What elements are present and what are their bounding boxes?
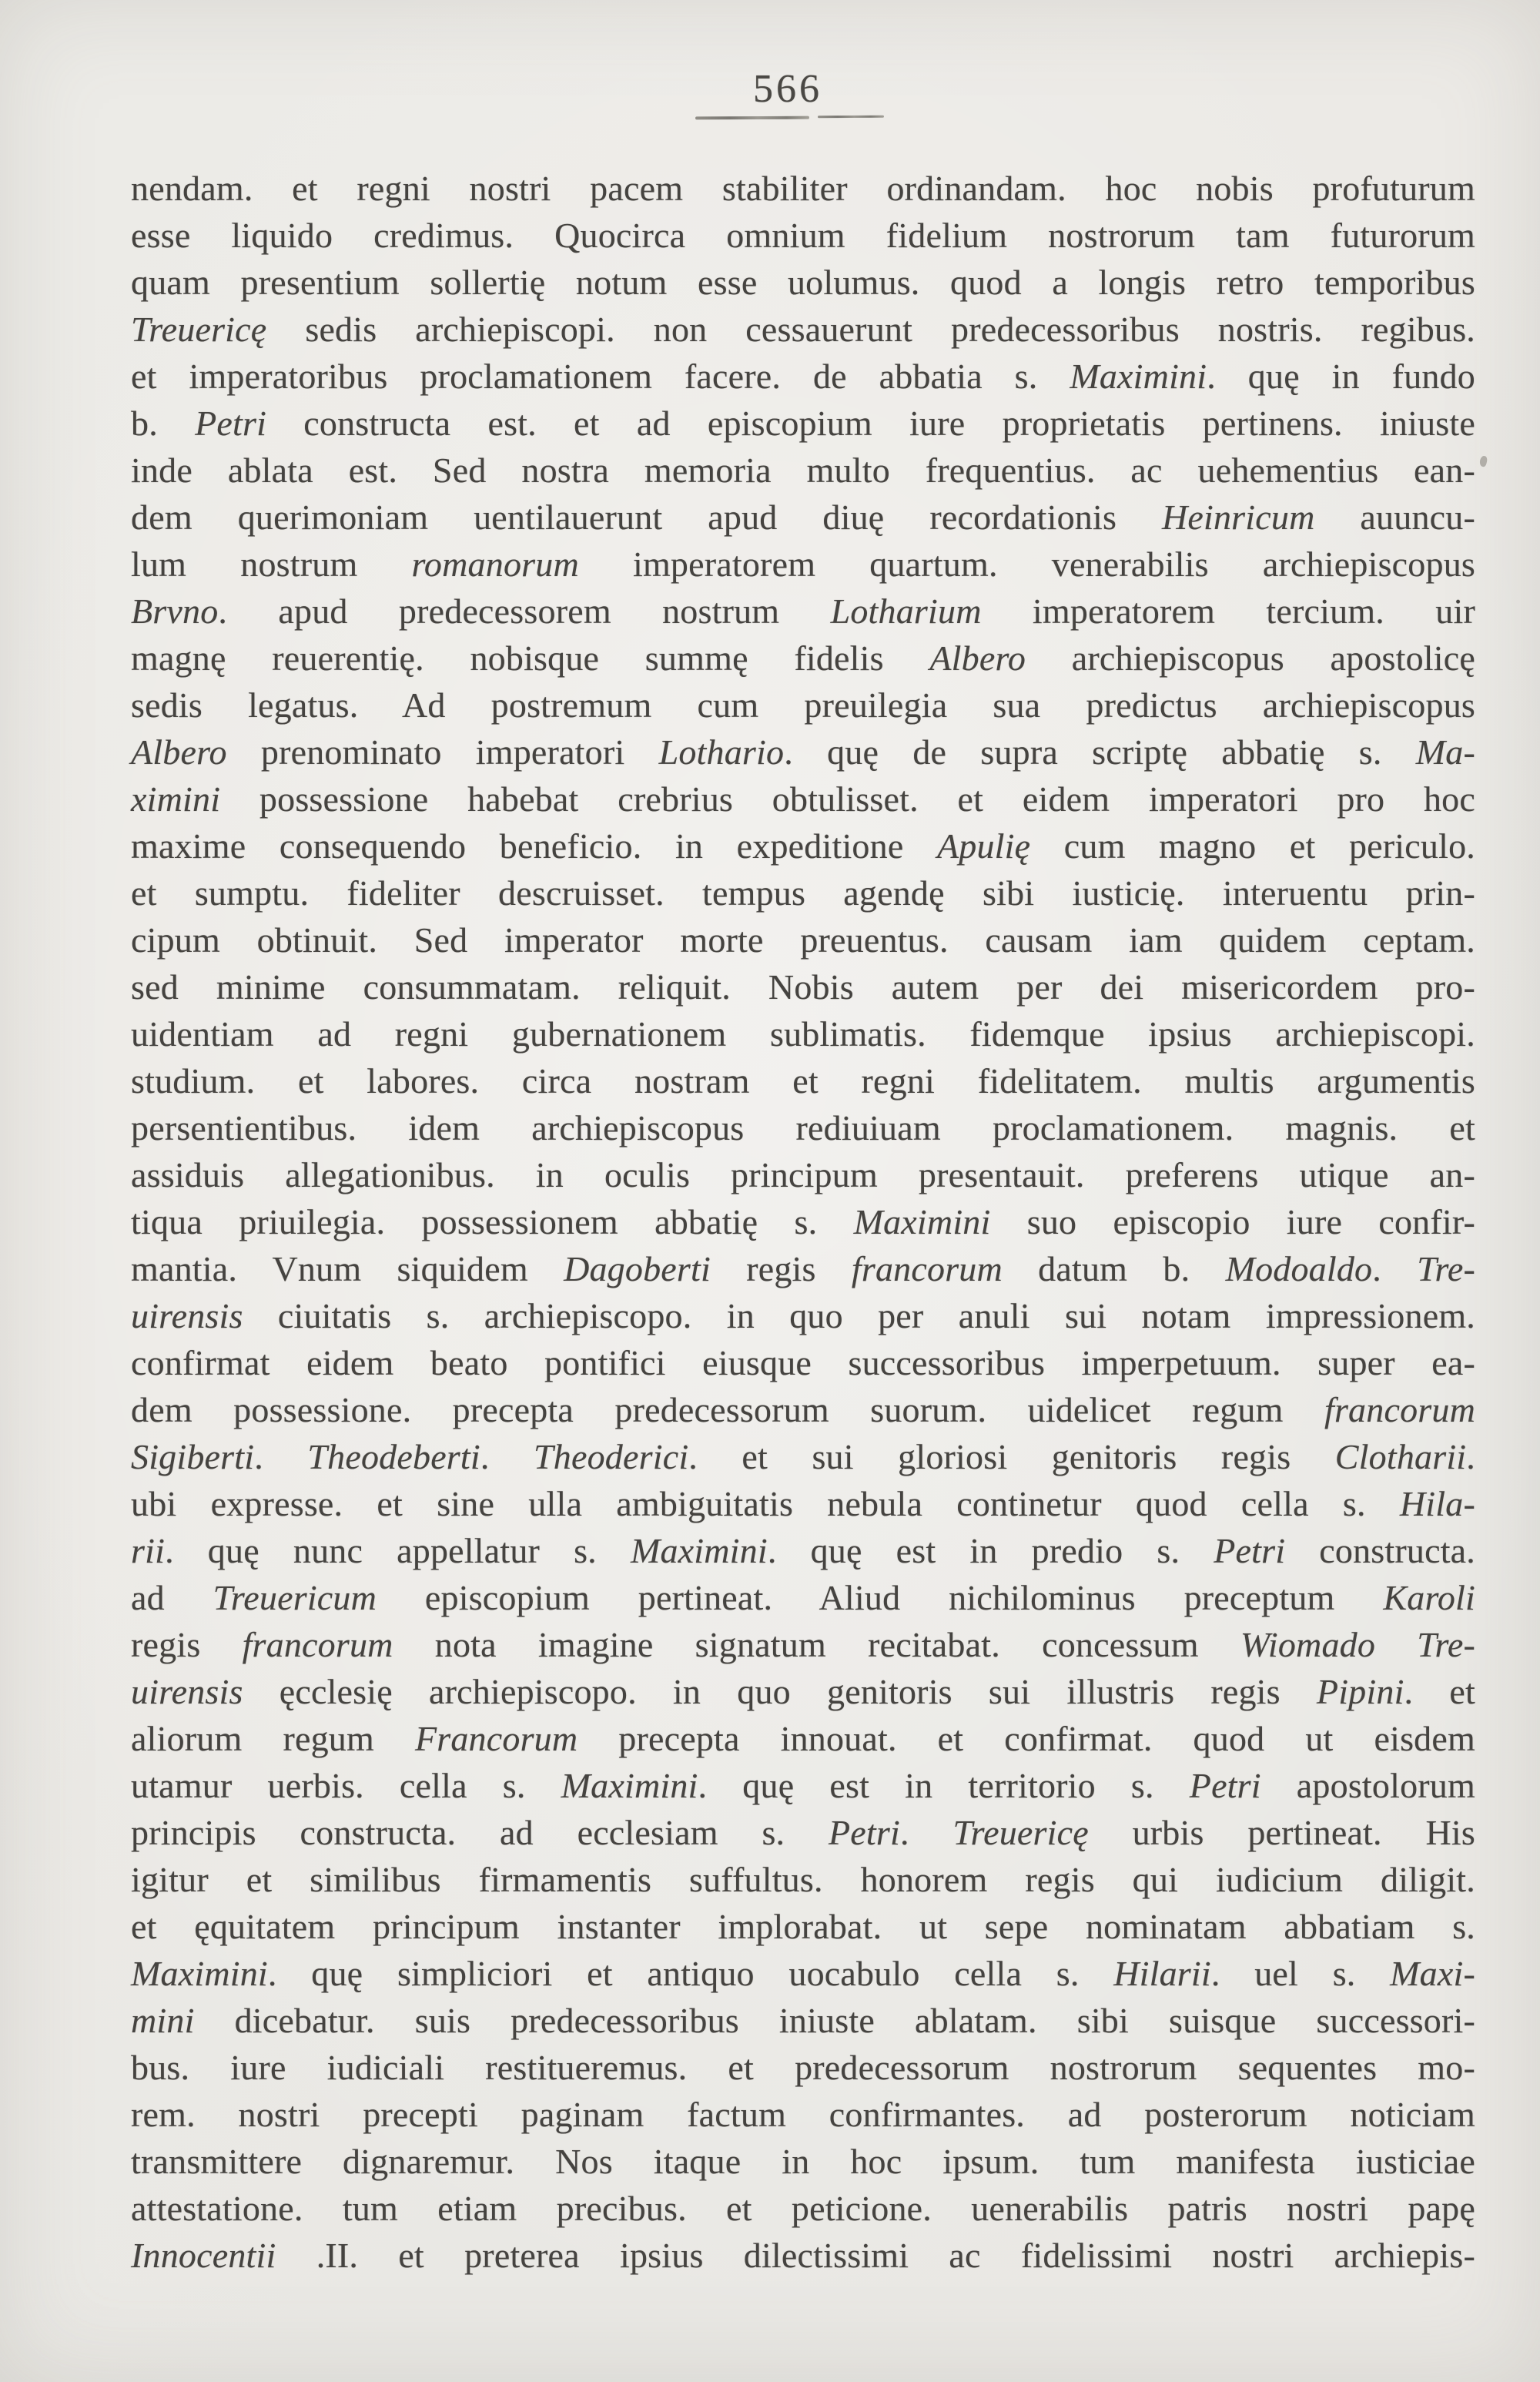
text-line <box>131 1809 1475 1856</box>
text-segment: utamur uerbis. cella s. <box>131 1766 561 1805</box>
text-line <box>131 822 1475 869</box>
text-segment: prenominato imperatori <box>226 732 659 772</box>
text-segment: igitur et similibus firmamentis suffultus. honorem regis qui iudicium diligit. <box>131 1860 1475 1899</box>
text-segment: cum magno et periculo. <box>1030 826 1475 866</box>
text-segment: regis <box>710 1249 852 1288</box>
text-line <box>131 400 1475 447</box>
italic-text-segment: Maximini <box>853 1202 991 1241</box>
italic-text-segment: Pipini <box>1316 1672 1404 1711</box>
text-line <box>131 963 1475 1010</box>
italic-text-segment: Apulię <box>936 826 1031 866</box>
text-segment: dicebatur. suis predecessoribus iniuste ablatam. sibi suisque successori- <box>194 2001 1475 2040</box>
text-line <box>131 2138 1475 2185</box>
text-line <box>131 212 1475 259</box>
italic-text-segment: Theodeberti <box>307 1437 480 1476</box>
italic-text-segment: Lotharium <box>830 591 982 631</box>
text-segment: constructa est. et ad episcopium iure proprietatis pertinens. iniuste <box>266 404 1475 443</box>
text-segment: precepta innouat. et confirmat. quod ut eisdem <box>578 1719 1475 1758</box>
text-segment: . <box>1372 1249 1418 1288</box>
italic-text-segment: Maximini <box>630 1531 768 1570</box>
italic-text-segment: Treuericę <box>131 310 267 349</box>
text-segment: persentientibus. idem archiepiscopus rediuiuam proclamationem. magnis. et <box>131 1108 1475 1147</box>
text-segment: ęcclesię archiepiscopo. in quo genitoris sui illustris regis <box>243 1672 1317 1711</box>
italic-text-segment: ximini <box>131 779 221 819</box>
italic-text-segment: francorum <box>851 1249 1003 1288</box>
text-segment: nota imagine signatum recitabat. concessum <box>393 1625 1240 1664</box>
text-line <box>131 1292 1475 1339</box>
text-line <box>131 259 1475 306</box>
italic-text-segment: Hilarii <box>1113 1954 1211 1993</box>
italic-text-segment: romanorum <box>411 544 579 584</box>
text-segment: rem. nostri precepti paginam factum confirmantes. ad posterorum noticiam <box>131 2095 1475 2134</box>
text-segment: . <box>480 1437 534 1476</box>
text-segment: ad <box>131 1578 213 1617</box>
text-segment: . <box>899 1813 953 1852</box>
text-line <box>131 1997 1475 2044</box>
text-segment: principis constructa. ad ecclesiam s. <box>131 1813 829 1852</box>
text-line <box>131 306 1475 353</box>
text-segment: ubi expresse. et sine ulla ambiguitatis nebula continetur quod cella s. <box>131 1484 1400 1523</box>
text-line <box>131 729 1475 776</box>
italic-text-segment: francorum <box>242 1625 393 1664</box>
italic-text-segment: Lothario <box>658 732 785 772</box>
text-segment: archiepiscopus apostolicę <box>1026 638 1475 678</box>
text-segment: . uel s. <box>1210 1954 1391 1993</box>
italic-text-segment: Albero <box>131 732 227 772</box>
text-line <box>131 1856 1475 1903</box>
italic-text-segment: Petri <box>195 404 267 443</box>
text-line <box>131 588 1475 635</box>
text-line <box>131 447 1475 494</box>
italic-text-segment: Petri <box>1214 1531 1286 1570</box>
text-line <box>131 494 1475 541</box>
italic-text-segment: rii <box>131 1531 166 1570</box>
italic-text-segment: Albero <box>929 638 1026 678</box>
text-segment: imperatorem tercium. uir <box>981 591 1475 631</box>
text-segment: sedis legatus. Ad postremum cum preuilegia sua predictus archiepiscopus <box>131 685 1475 725</box>
text-segment: esse liquido credimus. Quocirca omnium fidelium nostrorum tam futurorum <box>131 216 1475 255</box>
text-segment: maxime consequendo beneficio. in expeditione <box>131 826 937 866</box>
text-line <box>131 1950 1475 1997</box>
text-line <box>131 1762 1475 1809</box>
text-line <box>131 1574 1475 1621</box>
text-line <box>131 2091 1475 2138</box>
text-segment: cipum obtinuit. Sed imperator morte preuentus. causam iam quidem ceptam. <box>131 920 1475 960</box>
text-line <box>131 1668 1475 1715</box>
page-number: 566 <box>753 67 822 111</box>
italic-text-segment: Treuericę <box>952 1813 1089 1852</box>
italic-text-segment: Brvno <box>131 591 219 631</box>
text-line <box>131 916 1475 963</box>
text-segment: episcopium pertineat. Aliud nichilominus preceptum <box>377 1578 1384 1617</box>
text-segment: auuncu- <box>1314 498 1475 537</box>
italic-text-segment: Maximini <box>131 1954 268 1993</box>
italic-text-segment: uirensis <box>131 1672 243 1711</box>
text-segment: . apud predecessorem nostrum <box>218 591 831 631</box>
italic-text-segment: Petri <box>829 1813 900 1852</box>
text-line <box>131 1245 1475 1292</box>
text-segment: . <box>254 1437 308 1476</box>
text-segment: regis <box>131 1625 243 1664</box>
text-line <box>131 353 1475 400</box>
text-segment: et sumptu. fideliter descruisset. tempus agendę sibi iusticię. interuentu prin- <box>131 873 1475 913</box>
text-segment: bus. iure iudiciali restitueremus. et predecessorum nostrorum sequentes mo- <box>131 2048 1475 2087</box>
text-segment: imperatorem quartum. venerabilis archiepiscopus <box>578 544 1475 584</box>
text-line <box>131 1057 1475 1104</box>
italic-text-segment: Treuericum <box>213 1578 377 1617</box>
text-segment: aliorum regum <box>131 1719 415 1758</box>
body-text <box>131 165 1475 2279</box>
italic-text-segment: Hila- <box>1399 1484 1475 1523</box>
text-segment: possessione habebat crebrius obtulisset. et eidem imperatori pro hoc <box>220 779 1475 819</box>
text-line <box>131 1621 1475 1668</box>
text-segment: . quę est in territorio s. <box>698 1766 1190 1805</box>
text-segment: apostolorum <box>1260 1766 1475 1805</box>
text-segment: transmittere dignaremur. Nos itaque in hoc ipsum. tum manifesta iusticiae <box>131 2142 1475 2181</box>
text-line <box>131 2044 1475 2091</box>
text-segment: . quę in fundo <box>1207 357 1476 396</box>
italic-text-segment: Heinricum <box>1161 498 1315 537</box>
text-line <box>131 1198 1475 1245</box>
italic-text-segment: Dagoberti <box>564 1249 711 1288</box>
text-segment: ciuitatis s. archiepiscopo. in quo per anuli sui notam impressionem. <box>243 1296 1475 1335</box>
text-segment: inde ablata est. Sed nostra memoria multo frequentius. ac uehementius ean- <box>131 451 1475 490</box>
text-segment: et imperatoribus proclamationem facere. de abbatia s. <box>131 357 1070 396</box>
text-line <box>131 1903 1475 1950</box>
page-header <box>18 66 1540 112</box>
italic-text-segment: Wiomado Tre- <box>1240 1625 1475 1664</box>
scan-artifact <box>1478 455 1488 467</box>
italic-text-segment: Theoderici <box>534 1437 689 1476</box>
text-line <box>131 1104 1475 1151</box>
italic-text-segment: Francorum <box>414 1719 578 1758</box>
text-segment: . quę est in predio s. <box>767 1531 1214 1570</box>
italic-text-segment: Karoli <box>1383 1578 1475 1617</box>
text-segment: . et sui gloriosi genitoris regis <box>688 1437 1335 1476</box>
text-segment: sedis archiepiscopi. non cessauerunt predecessoribus nostris. regibus. <box>266 310 1475 349</box>
text-line <box>131 2185 1475 2232</box>
text-segment: . quę simpliciori et antiquo uocabulo cella s. <box>267 1954 1114 1993</box>
text-line <box>131 776 1475 822</box>
text-line <box>131 1010 1475 1057</box>
italic-text-segment: Maximini <box>1070 357 1207 396</box>
text-line <box>131 1386 1475 1433</box>
text-segment: quam presentium sollertię notum esse uolumus. quod a longis retro temporibus <box>131 263 1475 302</box>
text-segment: dem possessione. precepta predecessorum suorum. uidelicet regum <box>131 1390 1324 1429</box>
italic-text-segment: Maxi- <box>1390 1954 1475 1993</box>
text-line <box>131 541 1475 588</box>
text-segment: nendam. et regni nostri pacem stabiliter ordinandam. hoc nobis profuturum <box>131 169 1475 208</box>
text-line <box>131 1339 1475 1386</box>
text-segment: b. <box>131 404 196 443</box>
text-segment: dem querimoniam uentilauerunt apud diuę recordationis <box>131 498 1162 537</box>
text-segment: attestatione. tum etiam precibus. et peticione. uenerabilis patris nostri papę <box>131 2189 1475 2228</box>
text-segment: suo episcopio iure confir- <box>990 1202 1475 1241</box>
text-line <box>131 682 1475 729</box>
text-segment: mantia. Vnum siquidem <box>131 1249 564 1288</box>
header-rule <box>695 116 809 120</box>
text-segment: magnę reuerentię. nobisque summę fidelis <box>131 638 930 678</box>
text-line <box>131 1480 1475 1527</box>
text-line <box>131 869 1475 916</box>
text-segment: studium. et labores. circa nostram et regni fidelitatem. multis argumentis <box>131 1061 1475 1101</box>
text-segment: . <box>1466 1437 1475 1476</box>
italic-text-segment: Modoaldo <box>1225 1249 1373 1288</box>
italic-text-segment: francorum <box>1324 1390 1475 1429</box>
italic-text-segment: Tre- <box>1417 1249 1475 1288</box>
italic-text-segment: Maximini <box>561 1766 698 1805</box>
text-line <box>131 1151 1475 1198</box>
header-rule-fragment <box>818 116 884 119</box>
italic-text-segment: Petri <box>1189 1766 1261 1805</box>
italic-text-segment: mini <box>131 2001 195 2040</box>
italic-text-segment: Clotharii <box>1334 1437 1467 1476</box>
text-segment: assiduis allegationibus. in oculis principum presentauit. preferens utique an- <box>131 1155 1475 1194</box>
text-segment: . quę de supra scriptę abbatię s. <box>784 732 1416 772</box>
text-segment: urbis pertineat. His <box>1088 1813 1475 1852</box>
text-segment: .II. et preterea ipsius dilectissimi ac fidelissimi nostri archiepis- <box>276 2236 1475 2275</box>
italic-text-segment: uirensis <box>131 1296 243 1335</box>
text-segment: et ęquitatem principum instanter implorabat. ut sepe nominatam abbatiam s. <box>131 1907 1475 1946</box>
text-segment: . et <box>1404 1672 1475 1711</box>
text-line <box>131 635 1475 682</box>
text-line <box>131 1527 1475 1574</box>
text-segment: constructa. <box>1285 1531 1475 1570</box>
text-segment: datum b. <box>1002 1249 1226 1288</box>
italic-text-segment: Innocentii <box>131 2236 276 2275</box>
text-segment: sed minime consummatam. reliquit. Nobis autem per dei misericordem pro- <box>131 967 1475 1007</box>
text-segment: confirmat eidem beato pontifici eiusque successoribus imperpetuum. super ea- <box>131 1343 1475 1382</box>
italic-text-segment: Ma- <box>1415 732 1475 772</box>
text-line <box>131 1433 1475 1480</box>
text-line <box>131 1715 1475 1762</box>
text-segment: tiqua priuilegia. possessionem abbatię s. <box>131 1202 854 1241</box>
text-segment: uidentiam ad regni gubernationem sublimatis. fidemque ipsius archiepiscopi. <box>131 1014 1475 1054</box>
italic-text-segment: Sigiberti <box>131 1437 255 1476</box>
text-line <box>131 165 1475 212</box>
text-segment: . quę nunc appellatur s. <box>165 1531 631 1570</box>
text-line <box>131 2232 1475 2279</box>
text-segment: lum nostrum <box>131 544 412 584</box>
